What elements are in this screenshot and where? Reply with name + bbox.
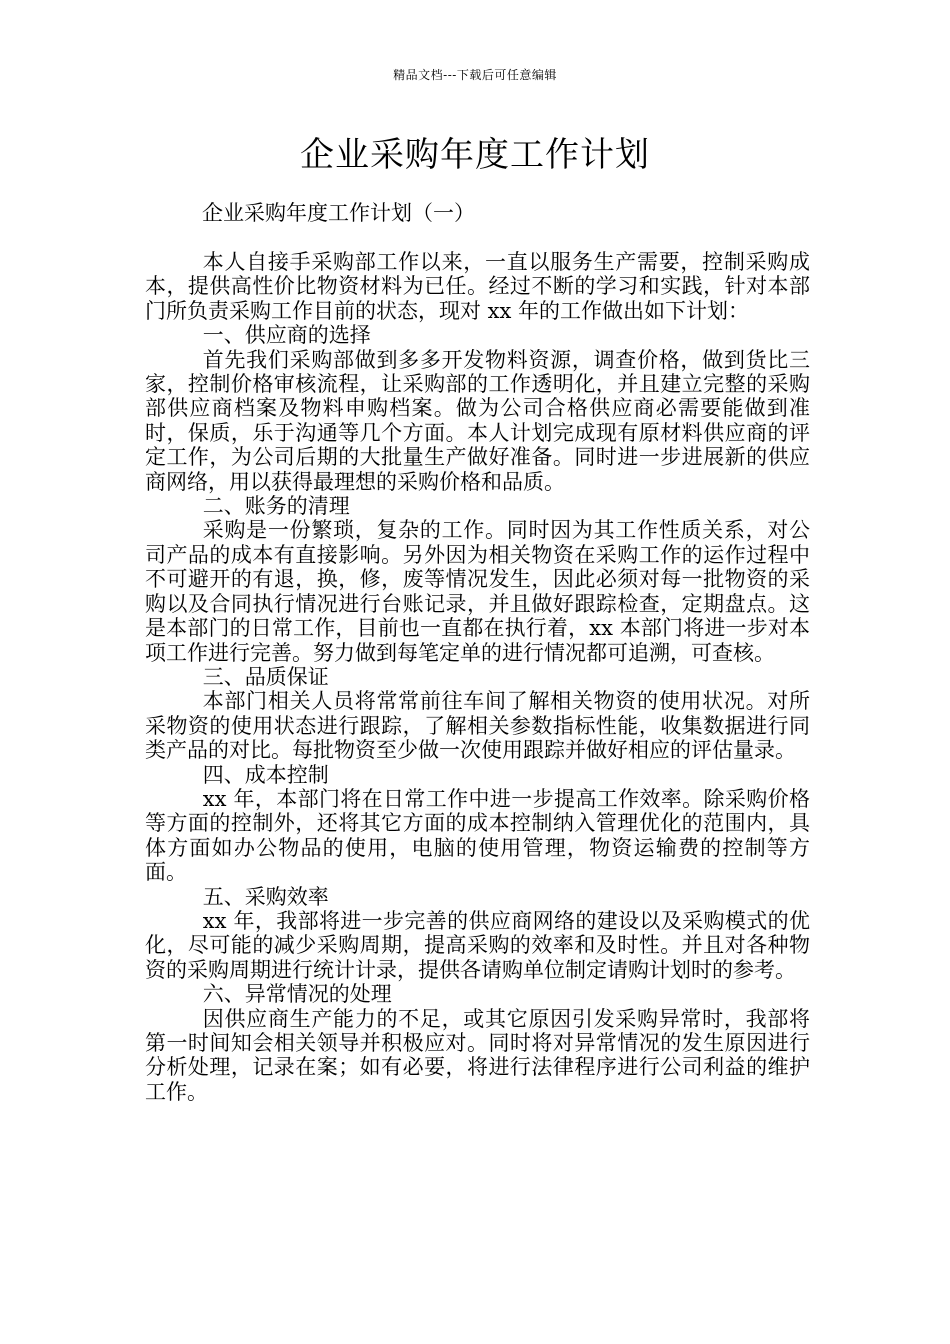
section-body-exceptions: 因供应商生产能力的不足，或其它原因引发采购异常时，我部将第一时间知会相关领导并积极应对。同时将对异常情况的发生原因进行分析处理，记录在案；如有必要，将进行法律程序进行公司利益的维护工作。 bbox=[145, 1006, 810, 1104]
section-body-supplier: 首先我们采购部做到多多开发物料资源，调查价格，做到货比三家，控制价格审核流程，让采购部的工作透明化，并且建立完整的采购部供应商档案及物料申购档案。做为公司合格供应商必需要能做到准时，保质，乐于沟通等几个方面。本人计划完成现有原材料供应商的评定工作，为公司后期的大批量生产做好准备。同时进一步进展新的供应商网络，用以获得最理想的采购价格和品质。 bbox=[145, 347, 810, 494]
document-subtitle: 企业采购年度工作计划（一） bbox=[202, 201, 475, 225]
section-heading-supplier: 一、供应商的选择 bbox=[202, 323, 371, 348]
section-heading-exceptions: 六、异常情况的处理 bbox=[202, 982, 392, 1007]
document-body bbox=[145, 250, 810, 1104]
document-title: 企业采购年度工作计划 bbox=[300, 135, 650, 175]
section-body-efficiency: xx 年，我部将进一步完善的供应商网络的建设以及采购模式的优化，尽可能的减少采购周期，提高采购的效率和及时性。并且对各种物资的采购周期进行统计计录，提供各请购单位制定请购计划时的参考。 bbox=[145, 908, 810, 982]
section-heading-cost: 四、成本控制 bbox=[202, 762, 329, 787]
section-heading-efficiency: 五、采购效率 bbox=[202, 884, 329, 909]
section-body-quality: 本部门相关人员将常常前往车间了解相关物资的使用状况。对所采物资的使用状态进行跟踪，了解相关参数指标性能，收集数据进行同类产品的对比。每批物资至少做一次使用跟踪并做好相应的评估量录。 bbox=[145, 689, 810, 763]
section-heading-quality: 三、品质保证 bbox=[202, 664, 329, 689]
page-header-watermark: 精品文档---下载后可任意编辑 bbox=[393, 68, 557, 82]
section-body-accounts: 采购是一份繁琐，复杂的工作。同时因为其工作性质关系，对公司产品的成本有直接影响。另外因为相关物资在采购工作的运作过程中不可避开的有退，换，修，废等情况发生，因此必须对每一批物资的采购以及合同执行情况进行台账记录，并且做好跟踪检查，定期盘点。这是本部门的日常工作，目前也一直都在执行着，xx 本部门将进一步对本项工作进行完善。努力做到每笔定单的进行情况都可追溯，可查核。 bbox=[145, 518, 810, 665]
intro-paragraph: 本人自接手采购部工作以来，一直以服务生产需要，控制采购成本，提供高性价比物资材料为已任。经过不断的学习和实践，针对本部门所负责采购工作目前的状态，现对 xx 年的工作做出如下计划： bbox=[145, 250, 810, 323]
section-heading-accounts: 二、账务的清理 bbox=[202, 494, 350, 519]
section-body-cost: xx 年，本部门将在日常工作中进一步提高工作效率。除采购价格等方面的控制外，还将其它方面的成本控制纳入管理优化的范围内，具体方面如办公物品的使用，电脑的使用管理，物资运输费的控制等方面。 bbox=[145, 786, 810, 885]
